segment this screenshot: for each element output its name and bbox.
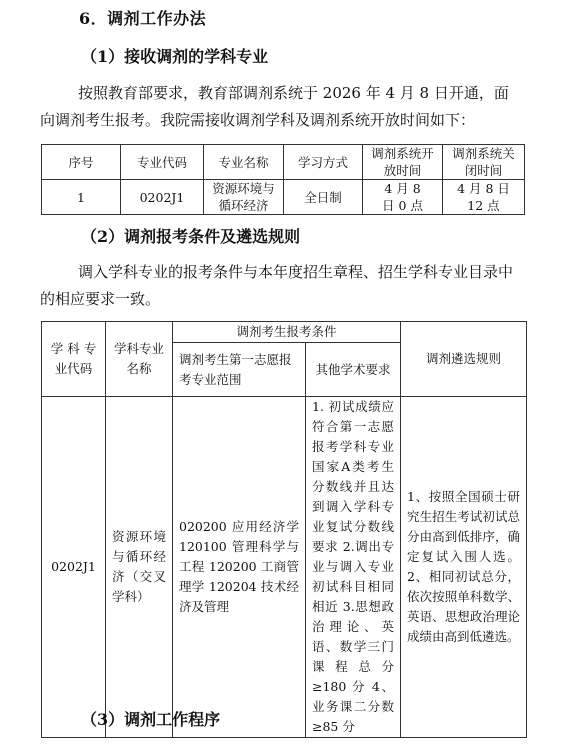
cell-open-time: 4 月 8 日 0 点 <box>363 180 443 215</box>
cell-index: 1 <box>42 180 121 215</box>
paragraph-1: 按照教育部要求，教育部调剂系统于 2026 年 4 月 8 日开通，面向调剂考生报考。我院需接收调剂学科及调剂系统开放时间如下： <box>40 84 509 129</box>
paragraph-2: 调入学科专业的报考条件与本年度招生章程、招生学科专业目录中的相应要求一致。 <box>40 263 514 308</box>
table-row <box>42 180 525 215</box>
header-cell-close-time: 调剂系统关闭时间 <box>443 145 525 180</box>
cell-academic-requirements: 1. 初试成绩应符合第一志愿报考学科专业国家A类考生分数线并且达到调入学科专业复试分数线要求 2.调出专业与调入专业初试科目相同相近 3.思想政治理论、英语、数学三门课程总分≥180 分 4、业务课二分数≥85 分 <box>306 397 401 738</box>
header-cell-code: 学 科 专 业代码 <box>42 322 106 397</box>
header-cell-conditions-group: 调剂考生报考条件 <box>173 322 401 343</box>
cell-name: 资源环境与循环经济 <box>204 180 284 215</box>
cell-code: 0202J1 <box>42 397 106 738</box>
cell-name: 资源环境与循环经济（交叉学科） <box>106 397 173 738</box>
schedule-table-header-row <box>42 145 525 180</box>
header-cell-rules: 调剂遴选规则 <box>401 322 527 397</box>
cell-code: 0202J1 <box>121 180 204 215</box>
header-cell-first-choice: 调剂考生第一志愿报考专业范围 <box>173 343 306 397</box>
cell-first-choice: 020200 应用经济学 120100 管理科学与工程 120200 工商管理学 120204 技术经济及管理 <box>173 397 306 738</box>
cell-mode: 全日制 <box>284 180 363 215</box>
subsection-title-2: （2）调剂报考条件及遴选规则 <box>81 227 301 246</box>
cell-selection-rules: 1、按照全国硕士研究生招生考试初试总分由高到低排序，确定复试入围人选。 2、相同初试总分，依次按照单科数学、英语、思想政治理论成绩由高到低遴选。 <box>401 397 527 738</box>
header-cell-mode: 学习方式 <box>284 145 363 180</box>
schedule-table <box>41 144 525 215</box>
requirements-table <box>41 321 527 738</box>
header-cell-name: 专业名称 <box>204 145 284 180</box>
subsection-title-1: （1）接收调剂的学科专业 <box>81 47 269 66</box>
header-cell-open-time: 调剂系统开放时间 <box>363 145 443 180</box>
header-cell-academic: 其他学术要求 <box>306 343 401 397</box>
header-cell-name: 学科专业名称 <box>106 322 173 397</box>
table-row <box>42 397 527 738</box>
section-heading: 6．调剂工作办法 <box>79 9 207 28</box>
header-cell-code: 专业代码 <box>121 145 204 180</box>
cell-close-time: 4 月 8 日 12 点 <box>443 180 525 215</box>
subsection-title-3: （3）调剂工作程序 <box>81 710 221 729</box>
header-cell-index: 序号 <box>42 145 121 180</box>
